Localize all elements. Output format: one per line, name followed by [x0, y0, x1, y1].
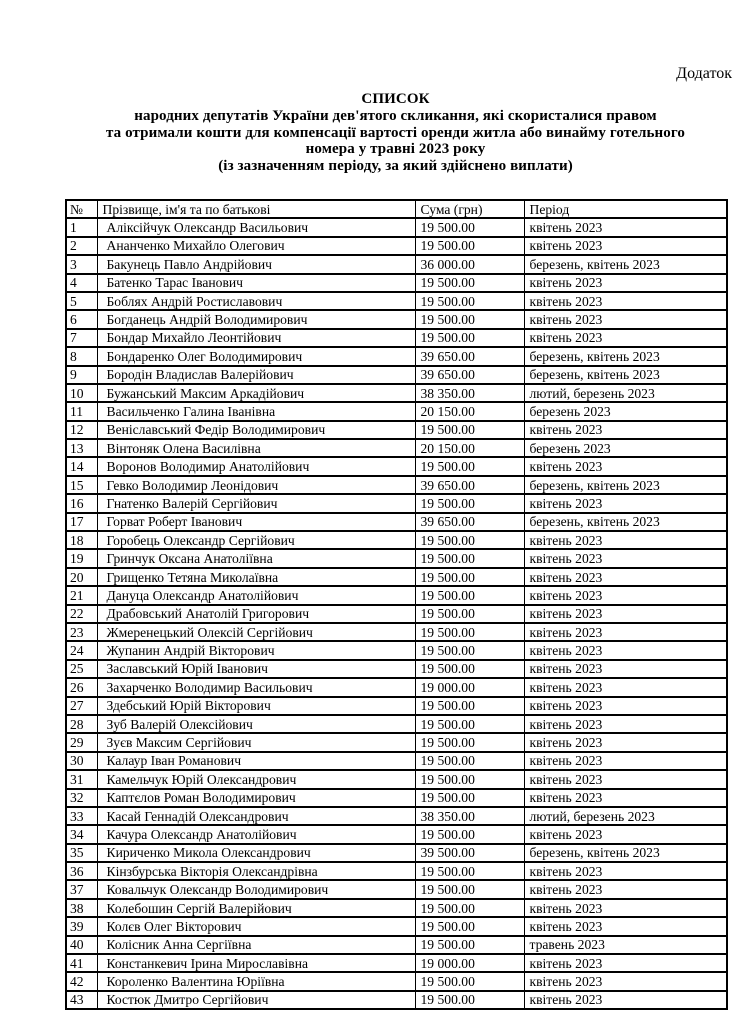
- table-row: [66, 972, 727, 990]
- name-cell: Кінзбурська Вікторія Олександрівна: [97, 862, 415, 880]
- period-cell: квітень 2023: [524, 678, 727, 696]
- period-cell: квітень 2023: [524, 292, 727, 310]
- name-cell: Зуєв Максим Сергійович: [97, 733, 415, 751]
- name-cell: Батенко Тарас Іванович: [97, 274, 415, 292]
- name-cell: Зуб Валерій Олексійович: [97, 715, 415, 733]
- period-cell: квітень 2023: [524, 880, 727, 898]
- period-cell: квітень 2023: [524, 752, 727, 770]
- table-row: [66, 347, 727, 365]
- row-number-cell: 38: [66, 899, 97, 917]
- amount-cell: 19 500.00: [415, 421, 524, 439]
- table-row: [66, 494, 727, 512]
- name-cell: Бакунець Павло Андрійович: [97, 255, 415, 273]
- row-number-cell: 12: [66, 421, 97, 439]
- amount-cell: 19 500.00: [415, 862, 524, 880]
- table-row: [66, 605, 727, 623]
- amount-cell: 19 500.00: [415, 752, 524, 770]
- period-cell: березень, квітень 2023: [524, 844, 727, 862]
- period-cell: квітень 2023: [524, 660, 727, 678]
- table-row: [66, 402, 727, 420]
- amount-cell: 39 650.00: [415, 476, 524, 494]
- name-cell: Жупанин Андрій Вікторович: [97, 641, 415, 659]
- name-cell: Веніславський Федір Володимирович: [97, 421, 415, 439]
- period-cell: травень 2023: [524, 936, 727, 954]
- amount-cell: 19 500.00: [415, 715, 524, 733]
- title-line-3: та отримали кошти для компенсації вартості оренди житла або винайму готельного: [105, 124, 686, 141]
- amount-cell: 19 500.00: [415, 494, 524, 512]
- table-row: [66, 899, 727, 917]
- table-row: [66, 329, 727, 347]
- name-cell: Дануца Олександр Анатолійович: [97, 586, 415, 604]
- amount-cell: 19 500.00: [415, 274, 524, 292]
- name-cell: Костюк Дмитро Сергійович: [97, 991, 415, 1009]
- header-name: Прізвище, ім'я та по батькові: [97, 200, 415, 218]
- name-cell: Драбовський Анатолій Григорович: [97, 605, 415, 623]
- title-line-5: (із зазначенням періоду, за який здійснено виплати): [218, 158, 573, 175]
- period-cell: квітень 2023: [524, 586, 727, 604]
- table-row: [66, 237, 727, 255]
- period-cell: лютий, березень 2023: [524, 807, 727, 825]
- table-row: [66, 844, 727, 862]
- table-row: [66, 292, 727, 310]
- name-cell: Бородін Владислав Валерійович: [97, 366, 415, 384]
- name-cell: Камельчук Юрій Олександрович: [97, 770, 415, 788]
- row-number-cell: 29: [66, 733, 97, 751]
- row-number-cell: 15: [66, 476, 97, 494]
- table-row: [66, 421, 727, 439]
- payments-table: [65, 199, 728, 1010]
- period-cell: березень, квітень 2023: [524, 347, 727, 365]
- header-period: Період: [524, 200, 727, 218]
- period-cell: березень, квітень 2023: [524, 513, 727, 531]
- row-number-cell: 39: [66, 917, 97, 935]
- period-cell: квітень 2023: [524, 274, 727, 292]
- amount-cell: 19 500.00: [415, 292, 524, 310]
- period-cell: березень 2023: [524, 402, 727, 420]
- period-cell: квітень 2023: [524, 954, 727, 972]
- row-number-cell: 43: [66, 991, 97, 1009]
- amount-cell: 19 500.00: [415, 586, 524, 604]
- row-number-cell: 28: [66, 715, 97, 733]
- row-number-cell: 41: [66, 954, 97, 972]
- name-cell: Констанкевич Ірина Мирославівна: [97, 954, 415, 972]
- row-number-cell: 9: [66, 366, 97, 384]
- amount-cell: 19 500.00: [415, 329, 524, 347]
- period-cell: лютий, березень 2023: [524, 384, 727, 402]
- name-cell: Богданець Андрій Володимирович: [97, 310, 415, 328]
- name-cell: Горват Роберт Іванович: [97, 513, 415, 531]
- amount-cell: 19 500.00: [415, 789, 524, 807]
- row-number-cell: 1: [66, 218, 97, 236]
- table-row: [66, 549, 727, 567]
- row-number-cell: 2: [66, 237, 97, 255]
- period-cell: квітень 2023: [524, 862, 727, 880]
- table-row: [66, 770, 727, 788]
- name-cell: Аліксійчук Олександр Васильович: [97, 218, 415, 236]
- title-line-4: номера у травні 2023 року: [305, 141, 486, 158]
- name-cell: Касай Геннадій Олександрович: [97, 807, 415, 825]
- row-number-cell: 40: [66, 936, 97, 954]
- name-cell: Колебошин Сергій Валерійович: [97, 899, 415, 917]
- table-row: [66, 862, 727, 880]
- name-cell: Захарченко Володимир Васильович: [97, 678, 415, 696]
- amount-cell: 39 650.00: [415, 366, 524, 384]
- amount-cell: 19 500.00: [415, 237, 524, 255]
- table-row: [66, 678, 727, 696]
- period-cell: квітень 2023: [524, 825, 727, 843]
- table-row: [66, 917, 727, 935]
- amount-cell: 36 000.00: [415, 255, 524, 273]
- table-row: [66, 660, 727, 678]
- amount-cell: 39 650.00: [415, 347, 524, 365]
- amount-cell: 38 350.00: [415, 807, 524, 825]
- amount-cell: 19 500.00: [415, 880, 524, 898]
- table-row: [66, 384, 727, 402]
- amount-cell: 19 500.00: [415, 605, 524, 623]
- amount-cell: 19 500.00: [415, 733, 524, 751]
- row-number-cell: 20: [66, 568, 97, 586]
- amount-cell: 19 500.00: [415, 218, 524, 236]
- amount-cell: 19 500.00: [415, 623, 524, 641]
- name-cell: Кириченко Микола Олександрович: [97, 844, 415, 862]
- name-cell: Заславський Юрій Іванович: [97, 660, 415, 678]
- name-cell: Качура Олександр Анатолійович: [97, 825, 415, 843]
- amount-cell: 19 500.00: [415, 899, 524, 917]
- name-cell: Короленко Валентина Юріївна: [97, 972, 415, 990]
- table-row: [66, 531, 727, 549]
- row-number-cell: 22: [66, 605, 97, 623]
- table-row: [66, 623, 727, 641]
- row-number-cell: 42: [66, 972, 97, 990]
- row-number-cell: 11: [66, 402, 97, 420]
- table-row: [66, 991, 727, 1009]
- period-cell: квітень 2023: [524, 972, 727, 990]
- table-row: [66, 752, 727, 770]
- table-row: [66, 807, 727, 825]
- row-number-cell: 4: [66, 274, 97, 292]
- table-row: [66, 789, 727, 807]
- table-row: [66, 568, 727, 586]
- row-number-cell: 36: [66, 862, 97, 880]
- header-amount: Сума (грн): [415, 200, 524, 218]
- name-cell: Гринчук Оксана Анатоліївна: [97, 549, 415, 567]
- name-cell: Васильченко Галина Іванівна: [97, 402, 415, 420]
- table-row: [66, 954, 727, 972]
- period-cell: квітень 2023: [524, 494, 727, 512]
- name-cell: Бужанський Максим Аркадійович: [97, 384, 415, 402]
- amount-cell: 39 650.00: [415, 513, 524, 531]
- amount-cell: 19 500.00: [415, 917, 524, 935]
- table-row: [66, 457, 727, 475]
- period-cell: квітень 2023: [524, 715, 727, 733]
- table-row: [66, 439, 727, 457]
- amount-cell: 19 500.00: [415, 770, 524, 788]
- table-header-row: [66, 200, 727, 218]
- amount-cell: 19 500.00: [415, 697, 524, 715]
- table-row: [66, 513, 727, 531]
- period-cell: квітень 2023: [524, 917, 727, 935]
- period-cell: квітень 2023: [524, 770, 727, 788]
- row-number-cell: 27: [66, 697, 97, 715]
- period-cell: квітень 2023: [524, 733, 727, 751]
- row-number-cell: 6: [66, 310, 97, 328]
- table-row: [66, 825, 727, 843]
- row-number-cell: 24: [66, 641, 97, 659]
- name-cell: Грищенко Тетяна Миколаївна: [97, 568, 415, 586]
- period-cell: квітень 2023: [524, 991, 727, 1009]
- name-cell: Воронов Володимир Анатолійович: [97, 457, 415, 475]
- name-cell: Здебський Юрій Вікторович: [97, 697, 415, 715]
- amount-cell: 19 500.00: [415, 549, 524, 567]
- period-cell: квітень 2023: [524, 329, 727, 347]
- name-cell: Каптєлов Роман Володимирович: [97, 789, 415, 807]
- amount-cell: 19 500.00: [415, 660, 524, 678]
- period-cell: квітень 2023: [524, 641, 727, 659]
- table-row: [66, 366, 727, 384]
- table-row: [66, 255, 727, 273]
- period-cell: березень, квітень 2023: [524, 255, 727, 273]
- period-cell: квітень 2023: [524, 623, 727, 641]
- row-number-cell: 21: [66, 586, 97, 604]
- document-title: [60, 91, 731, 175]
- amount-cell: 20 150.00: [415, 439, 524, 457]
- title-line-2: народних депутатів України дев'ятого скликання, які скористалися правом: [134, 107, 657, 124]
- period-cell: квітень 2023: [524, 549, 727, 567]
- row-number-cell: 19: [66, 549, 97, 567]
- amount-cell: 19 500.00: [415, 457, 524, 475]
- row-number-cell: 35: [66, 844, 97, 862]
- header-number: №: [66, 200, 97, 218]
- row-number-cell: 25: [66, 660, 97, 678]
- table-row: [66, 310, 727, 328]
- table-row: [66, 641, 727, 659]
- row-number-cell: 23: [66, 623, 97, 641]
- name-cell: Гевко Володимир Леонідович: [97, 476, 415, 494]
- period-cell: березень 2023: [524, 439, 727, 457]
- amount-cell: 19 500.00: [415, 310, 524, 328]
- table-row: [66, 476, 727, 494]
- name-cell: Колісник Анна Сергіївна: [97, 936, 415, 954]
- row-number-cell: 17: [66, 513, 97, 531]
- name-cell: Бондаренко Олег Володимирович: [97, 347, 415, 365]
- period-cell: квітень 2023: [524, 421, 727, 439]
- amount-cell: 19 500.00: [415, 531, 524, 549]
- table-row: [66, 274, 727, 292]
- row-number-cell: 13: [66, 439, 97, 457]
- period-cell: квітень 2023: [524, 457, 727, 475]
- period-cell: квітень 2023: [524, 605, 727, 623]
- table-row: [66, 936, 727, 954]
- row-number-cell: 34: [66, 825, 97, 843]
- period-cell: березень, квітень 2023: [524, 476, 727, 494]
- row-number-cell: 7: [66, 329, 97, 347]
- amount-cell: 19 500.00: [415, 936, 524, 954]
- row-number-cell: 5: [66, 292, 97, 310]
- period-cell: квітень 2023: [524, 789, 727, 807]
- table-row: [66, 880, 727, 898]
- table-row: [66, 586, 727, 604]
- period-cell: березень, квітень 2023: [524, 366, 727, 384]
- name-cell: Боблях Андрій Ростиславович: [97, 292, 415, 310]
- amount-cell: 20 150.00: [415, 402, 524, 420]
- name-cell: Горобець Олександр Сергійович: [97, 531, 415, 549]
- name-cell: Вінтоняк Олена Василівна: [97, 439, 415, 457]
- table-row: [66, 733, 727, 751]
- name-cell: Калаур Іван Романович: [97, 752, 415, 770]
- amount-cell: 19 500.00: [415, 825, 524, 843]
- row-number-cell: 16: [66, 494, 97, 512]
- name-cell: Колєв Олег Вікторович: [97, 917, 415, 935]
- table-row: [66, 697, 727, 715]
- row-number-cell: 10: [66, 384, 97, 402]
- amount-cell: 19 000.00: [415, 954, 524, 972]
- amount-cell: 39 500.00: [415, 844, 524, 862]
- period-cell: квітень 2023: [524, 531, 727, 549]
- row-number-cell: 33: [66, 807, 97, 825]
- amount-cell: 19 500.00: [415, 972, 524, 990]
- name-cell: Ковальчук Олександр Володимирович: [97, 880, 415, 898]
- row-number-cell: 26: [66, 678, 97, 696]
- table-row: [66, 715, 727, 733]
- amount-cell: 19 000.00: [415, 678, 524, 696]
- row-number-cell: 37: [66, 880, 97, 898]
- period-cell: квітень 2023: [524, 697, 727, 715]
- row-number-cell: 18: [66, 531, 97, 549]
- name-cell: Бондар Михайло Леонтійович: [97, 329, 415, 347]
- title-line-1: СПИСОК: [361, 91, 430, 107]
- row-number-cell: 14: [66, 457, 97, 475]
- annex-label: Додаток: [676, 65, 732, 82]
- period-cell: квітень 2023: [524, 568, 727, 586]
- name-cell: Жмеренецький Олексій Сергійович: [97, 623, 415, 641]
- row-number-cell: 3: [66, 255, 97, 273]
- amount-cell: 19 500.00: [415, 641, 524, 659]
- period-cell: квітень 2023: [524, 218, 727, 236]
- row-number-cell: 8: [66, 347, 97, 365]
- row-number-cell: 30: [66, 752, 97, 770]
- amount-cell: 19 500.00: [415, 991, 524, 1009]
- period-cell: квітень 2023: [524, 237, 727, 255]
- amount-cell: 19 500.00: [415, 568, 524, 586]
- name-cell: Ананченко Михайло Олегович: [97, 237, 415, 255]
- period-cell: квітень 2023: [524, 310, 727, 328]
- table-row: [66, 218, 727, 236]
- row-number-cell: 31: [66, 770, 97, 788]
- table-body: [66, 218, 727, 1009]
- name-cell: Гнатенко Валерій Сергійович: [97, 494, 415, 512]
- amount-cell: 38 350.00: [415, 384, 524, 402]
- period-cell: квітень 2023: [524, 899, 727, 917]
- row-number-cell: 32: [66, 789, 97, 807]
